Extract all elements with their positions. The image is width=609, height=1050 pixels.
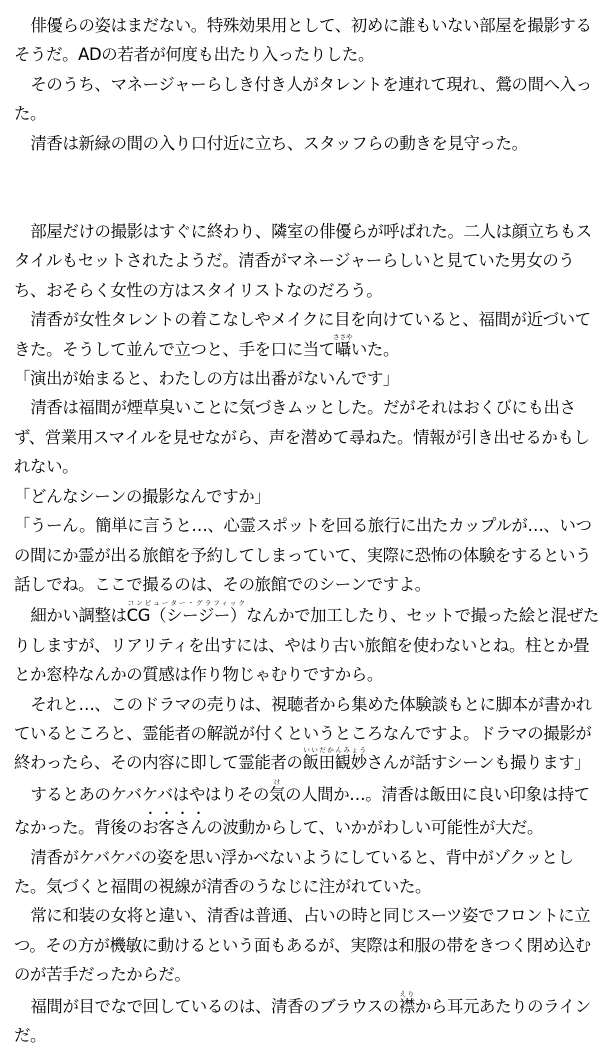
text-run: の人間か…。清香は飯田に良い印象は持てなかった。背後の xyxy=(14,784,590,838)
narrative-paragraph xyxy=(14,901,599,989)
narrative-paragraph xyxy=(14,11,599,70)
text-run: いた。 xyxy=(350,339,399,359)
ruby-word: 気け xyxy=(269,777,286,804)
ruby-reading: コンピューター・グラフィック xyxy=(126,599,247,608)
text-run: から耳元あたりのラインだ。 xyxy=(14,996,591,1045)
narrative-paragraph xyxy=(14,217,599,305)
text-run: それと…、このドラマの売りは、視聴者から集めた体験談もとに脚本が書かれているところと、霊能者の解説が付くというところなんですよ。ドラマの撮影が終わったら、その内容に即して霊能者の xyxy=(14,694,592,773)
text-run: なんかで加工したり、セットで撮った絵と混ぜたりしますが、リアリティを出すには、やはり古い旅館を使わないとね。柱とか畳とか窓枠なんかの質感は作り物じゃむりですから。 xyxy=(14,606,599,685)
dialogue-paragraph xyxy=(14,364,599,393)
ruby-reading: えり xyxy=(398,989,415,998)
text-run: 清香がケバケバの姿を思い浮かべないようにしていると、背中がゾクッとした。気づくと福間の視線が清香のうなじに注がれていた。 xyxy=(14,847,574,896)
narrative-paragraph xyxy=(14,990,599,1050)
ruby-reading: け xyxy=(269,777,286,786)
text-run: するとあのケバケバはやはりその xyxy=(30,784,270,804)
text-run: 「演出が始まると、わたしの方は出番がないんです」 xyxy=(14,369,399,389)
narrative-paragraph xyxy=(14,129,599,158)
ruby-word: 飯田観妙いいだかんみょう xyxy=(302,746,367,773)
text-run: 「どんなシーンの撮影なんですか」 xyxy=(14,486,271,506)
text-run: 細かい調整は xyxy=(30,606,127,626)
blank-line xyxy=(14,158,599,217)
narrative-paragraph xyxy=(14,778,599,843)
text-run: 清香は福間が煙草臭いことに気づきムッとした。だがそれはおくびにも出さず、営業用スマイルを見せながら、声を潜めて尋ねた。情報が引き出せるかもしれない。 xyxy=(14,398,590,477)
text-run: 「うーん。簡単に言うと…、心霊スポットを回る旅行に出たカップルが…、いつの間にか霊が出る旅館を予約してしまっていて、実際に恐怖の体験をするという話しでね。ここで撮るのは、その旅館でのシーンですよ。 xyxy=(14,516,592,594)
narrative-paragraph xyxy=(14,843,599,902)
text-run: 部屋だけの撮影はすぐに終わり、隣室の俳優らが呼ばれた。二人は顔立ちもスタイルもセットされたようだ。清香がマネージャーらしいと見ていた男女のうち、おそらく女性の方はスタイリストなのだろう。 xyxy=(14,222,592,300)
dialogue-paragraph xyxy=(14,511,599,599)
narrative-paragraph xyxy=(14,305,599,364)
ruby-reading: いいだかんみょう xyxy=(302,746,367,755)
narrative-paragraph xyxy=(14,690,599,778)
dialogue-paragraph xyxy=(14,482,599,511)
ruby-word: CG（シージー）コンピューター・グラフィック xyxy=(126,599,247,626)
text-run: 清香が女性タレントの着こなしやメイクに目を向けていると、福間が近づいてきた。そうして並んで立つと、手を口に当て xyxy=(14,310,591,359)
text-run: さんが話すシーンも撮ります」 xyxy=(366,753,591,773)
ruby-reading: ささや xyxy=(333,332,353,341)
emphasis-text: お客さん xyxy=(142,818,207,838)
text-run: そのうち、マネージャーらしき付き人がタレントを連れて現れ、鶯の間へ入った。 xyxy=(14,74,592,124)
narrative-paragraph xyxy=(14,393,599,481)
text-run: 俳優らの姿はまだない。特殊効果用として、初めに誰もいない部屋を撮影するそうだ。ADの若者が何度も出たり入ったりした。 xyxy=(14,16,592,65)
narrative-paragraph xyxy=(14,599,599,689)
text-run: 常に和装の女将と違い、清香は普通、占いの時と同じスーツ姿でフロントに立つ。その方が機敏に動けるという面もあるが、実際は和服の帯をきつく閉め込むのが苦手だったからだ。 xyxy=(14,906,591,985)
text-run: の波動からして、いかがわしい可能性が大だ。 xyxy=(206,818,544,838)
narrative-paragraph xyxy=(14,70,599,129)
ruby-word: 襟えり xyxy=(398,989,415,1016)
text-run: 福間が目でなで回しているのは、清香のブラウスの xyxy=(30,996,399,1016)
text-run: 清香は新緑の間の入り口付近に立ち、スタッフらの動きを見守った。 xyxy=(30,133,528,153)
ruby-word: 囁ささや xyxy=(333,332,353,359)
